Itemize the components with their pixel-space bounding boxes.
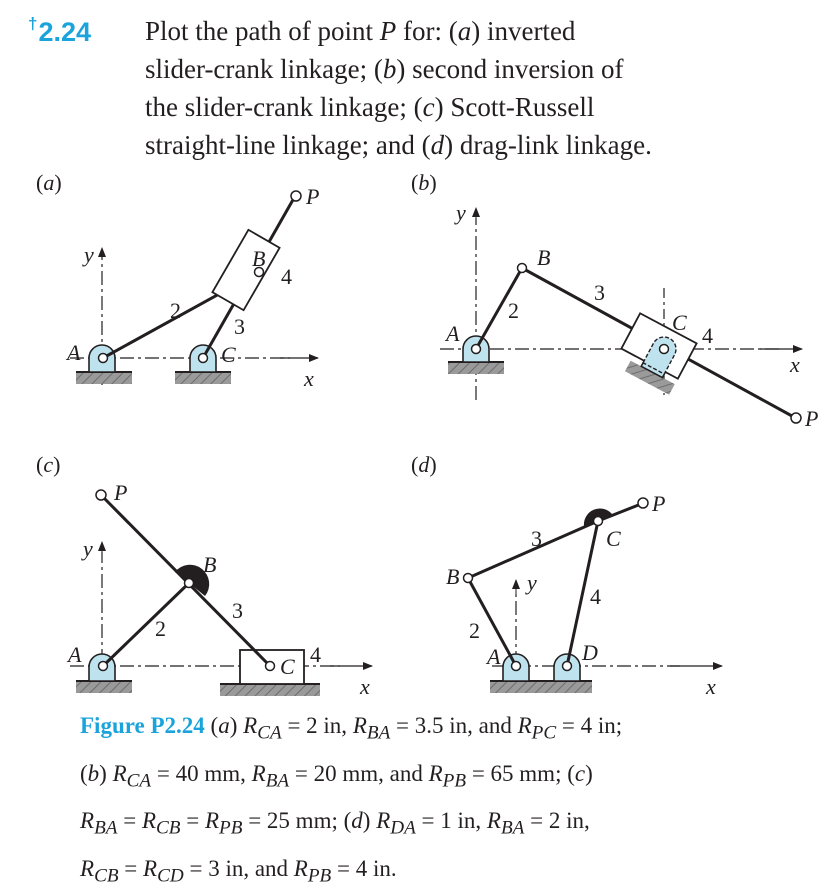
a-point-P: P	[306, 184, 320, 209]
a-link-3: 3	[234, 314, 245, 339]
c-link-4-label: 4	[310, 642, 321, 667]
problem-line-4: straight-line linkage; and (d) drag-link linkage.	[145, 130, 652, 160]
b-link-3-label: 3	[594, 280, 605, 305]
c-point-B: B	[203, 552, 217, 577]
a-point-A: A	[67, 340, 81, 365]
caption-line-2: (b) $R_{CA} = 40$ mm, $R_{BA} = 20$ mm, and $R_{PB} = 65$ mm; (c)	[80, 760, 593, 792]
c-link-2	[103, 583, 189, 666]
problem-line-3: the slider-crank linkage; (c) Scott-Russell	[145, 92, 595, 122]
figure-c-label: (c)	[36, 452, 61, 477]
figure-d	[411, 452, 722, 699]
figure-c-y-axis: y	[83, 536, 93, 561]
ground-a1	[76, 372, 132, 384]
figure-caption	[80, 706, 820, 896]
d-point-A: A	[487, 644, 501, 669]
caption-line-3: $R_{BA} = R_{CB} = R_{PB} = 25$ mm; (d) $R_{DA} = 1$ in, $R_{BA} = 2$ in,	[80, 808, 590, 839]
b-point-B: B	[537, 245, 551, 270]
figure-b-y-axis: y	[456, 200, 466, 225]
d-link-3-label: 3	[531, 526, 542, 551]
figure-b-x-axis: x	[790, 352, 800, 377]
b-point-P: P	[805, 406, 819, 431]
ground-c	[175, 372, 231, 384]
figure-a-x-axis: x	[304, 366, 314, 391]
d-point-D: D	[582, 640, 598, 665]
a-point-B: B	[252, 246, 266, 271]
figure-c-x-axis: x	[360, 674, 370, 699]
d-point-C: C	[606, 526, 621, 551]
figure-d-y-axis: y	[527, 570, 537, 595]
figure-a-y-axis: y	[84, 242, 94, 267]
figure-d-label: (d)	[411, 452, 437, 477]
figure-a	[36, 170, 319, 391]
c-point-C: C	[280, 654, 295, 679]
figure-a-label: (a)	[36, 170, 62, 195]
d-point-P: P	[652, 491, 666, 516]
caption-line-4: $R_{CB} = R_{CD} = 3$ in, and $R_{PB} = 4$ in.	[80, 855, 397, 887]
problem-line-2: slider-crank linkage; (b) second inversion of	[145, 54, 624, 84]
b-point-C: C	[672, 310, 687, 335]
figure-d-x-axis: x	[706, 674, 716, 699]
problem-number: †2.24	[28, 14, 92, 47]
figure-c	[36, 452, 372, 699]
c-point-A: A	[68, 642, 82, 667]
slider-4	[212, 230, 279, 310]
problem-line-1: Plot the path of point P for: (a) inverted	[145, 16, 576, 46]
a-link-4: 4	[281, 264, 292, 289]
figure-b	[411, 170, 818, 431]
d-link-2-label: 2	[469, 618, 480, 643]
a-point-C: C	[221, 342, 236, 367]
c-link-2-label: 2	[155, 616, 166, 641]
d-point-B: B	[446, 564, 460, 589]
b-link-4-label: 4	[702, 323, 713, 348]
caption-line-1: Figure P2.24 (a) $R_{CA} = 2$ in, $R_{BA} = 3.5$ in, and $R_{PC} = 4$ in;	[80, 713, 623, 744]
a-link-2: 2	[170, 298, 181, 323]
b-link-2-label: 2	[508, 298, 519, 323]
figure-b-label: (b)	[411, 170, 437, 195]
c-point-P: P	[114, 480, 128, 505]
d-link-4-label: 4	[590, 584, 601, 609]
b-point-A: A	[446, 321, 460, 346]
caption-label: Figure P2.24	[80, 713, 205, 738]
c-link-3-label: 3	[232, 598, 243, 623]
